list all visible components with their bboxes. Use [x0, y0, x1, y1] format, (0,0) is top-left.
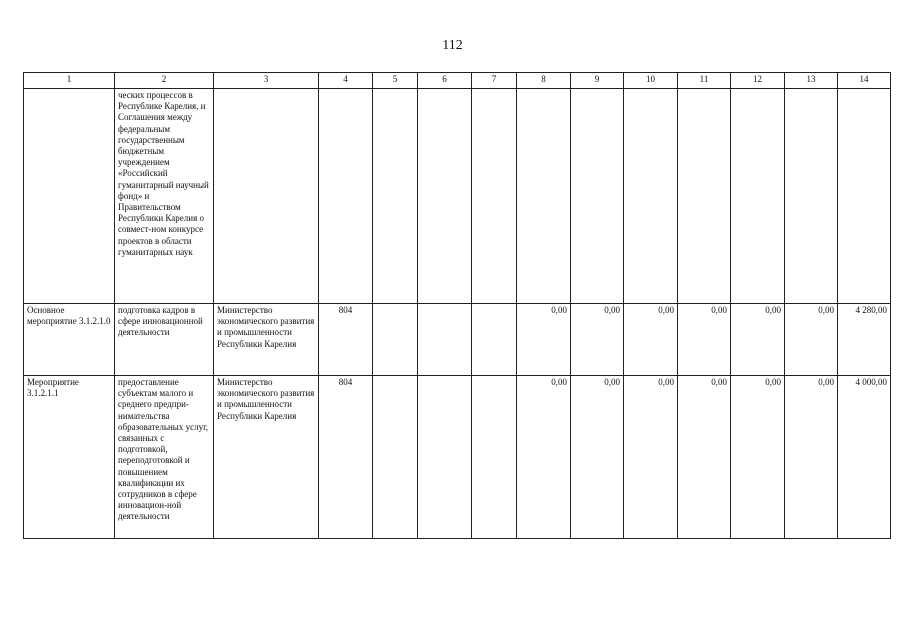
table-cell: 0,00: [517, 304, 571, 376]
table-row: [24, 376, 891, 539]
table-cell: [838, 89, 891, 304]
table-cell: 0,00: [785, 376, 838, 539]
table-cell: 0,00: [731, 376, 785, 539]
table-cell: 0,00: [624, 304, 678, 376]
budget-table: [23, 72, 891, 539]
header-row: [24, 73, 891, 89]
col-header: 1: [24, 73, 115, 89]
col-header: 9: [571, 73, 624, 89]
col-header: 13: [785, 73, 838, 89]
table-cell: 0,00: [517, 376, 571, 539]
cell-description: подготовка кадров в сфере инновационной деятельности: [115, 304, 214, 376]
cell-description: ческих процессов в Республике Карелия, и Соглашения между федеральным государственным бюджетным учреждением «Российский гуманитарный научный фонд» и Правительством Республики Карелия о совмест-ном конкурсе проектов в области гуманитарных наук: [115, 89, 214, 304]
table-cell: [472, 304, 517, 376]
table-cell: [418, 89, 472, 304]
table-cell: 0,00: [785, 304, 838, 376]
table-cell: 4 280,00: [838, 304, 891, 376]
col-header: 8: [517, 73, 571, 89]
col-header: 6: [418, 73, 472, 89]
table-cell: 0,00: [678, 376, 731, 539]
cell-activity: Основное мероприятие 3.1.2.1.0: [24, 304, 115, 376]
table-cell: [472, 89, 517, 304]
col-header: 4: [319, 73, 373, 89]
table-cell: [678, 89, 731, 304]
cell-code: 804: [319, 376, 373, 539]
table-cell: 4 000,00: [838, 376, 891, 539]
table-cell: [517, 89, 571, 304]
cell-executor: Министерство экономического развития и промышленности Республики Карелия: [214, 304, 319, 376]
table-cell: [418, 304, 472, 376]
cell-executor: [214, 89, 319, 304]
table-cell: [472, 376, 517, 539]
col-header: 11: [678, 73, 731, 89]
table-cell: 0,00: [624, 376, 678, 539]
table-cell: 0,00: [731, 304, 785, 376]
cell-description: предоставление субъектам малого и среднего предпри-нимательства образовательных услуг, связанных с подготовкой, переподготовкой и повышением квалификации их сотрудников в сфере инновацион-ной деятельности: [115, 376, 214, 539]
table-cell: [571, 89, 624, 304]
table-cell: [373, 89, 418, 304]
table-cell: [731, 89, 785, 304]
col-header: 12: [731, 73, 785, 89]
col-header: 10: [624, 73, 678, 89]
table-row: [24, 89, 891, 304]
cell-executor: Министерство экономического развития и промышленности Республики Карелия: [214, 376, 319, 539]
col-header: 5: [373, 73, 418, 89]
table-cell: 0,00: [571, 376, 624, 539]
table-cell: [373, 376, 418, 539]
table-cell: [624, 89, 678, 304]
col-header: 14: [838, 73, 891, 89]
table-cell: 0,00: [678, 304, 731, 376]
table-cell: 0,00: [571, 304, 624, 376]
cell-activity: Мероприятие 3.1.2.1.1: [24, 376, 115, 539]
table-row: [24, 304, 891, 376]
cell-activity: [24, 89, 115, 304]
table-cell: [373, 304, 418, 376]
col-header: 3: [214, 73, 319, 89]
col-header: 2: [115, 73, 214, 89]
cell-code: 804: [319, 304, 373, 376]
page-number: 112: [442, 38, 463, 53]
table-cell: [785, 89, 838, 304]
col-header: 7: [472, 73, 517, 89]
cell-code: [319, 89, 373, 304]
table-cell: [418, 376, 472, 539]
